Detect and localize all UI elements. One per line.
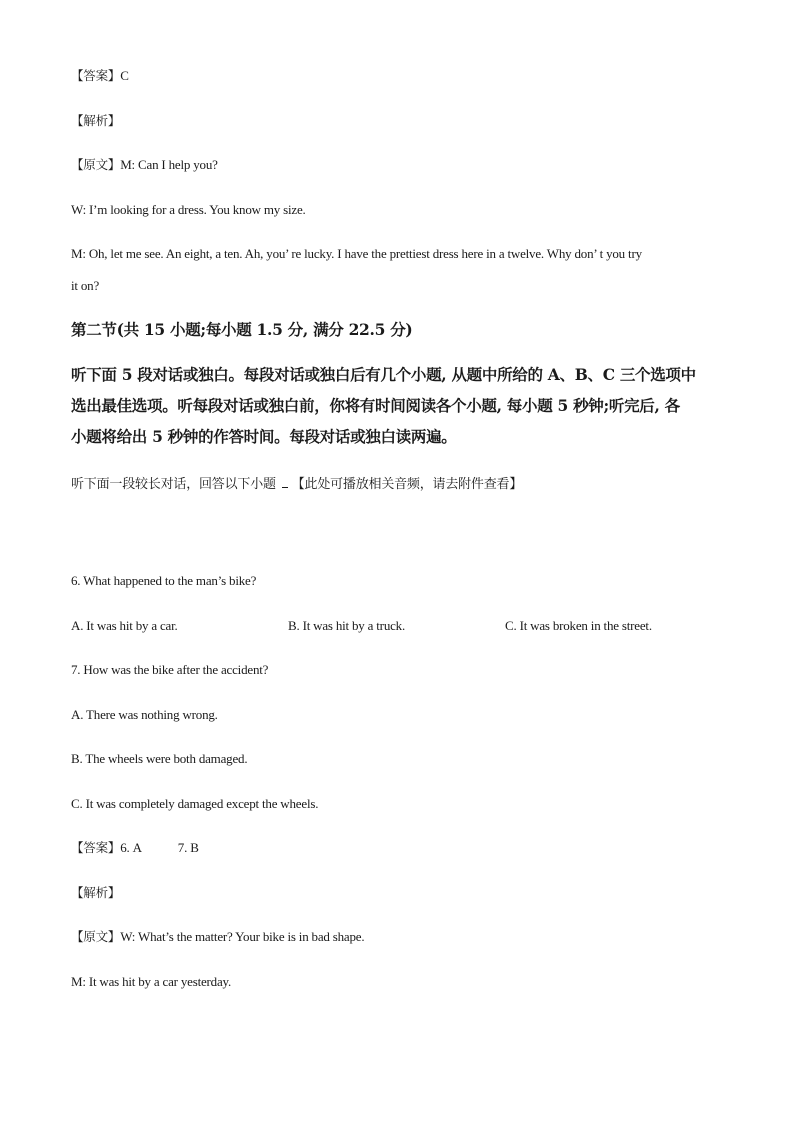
transcript2-line-1: [71, 929, 364, 945]
question-7-option-b: B. The wheels were both damaged.: [71, 751, 248, 766]
question-6-stem: 6. What happened to the man’s bike?: [71, 573, 257, 588]
transcript-text: M: Can I help you?: [120, 157, 218, 172]
transcript-line-4: it on?: [71, 278, 100, 293]
transcript-label: 【原文】: [71, 157, 121, 172]
analysis-line-1: [71, 113, 120, 129]
transcript-line-1: [71, 157, 218, 173]
answer-line-2: [71, 840, 199, 856]
transcript2-line-2: M: It was hit by a car yesterday.: [71, 974, 232, 989]
answer-7: 7. B: [177, 840, 199, 855]
instruction-line-2: 选出最佳选项。听每段对话或独白前，你将有时间阅读各个小题, 每小题 5 秒钟;听完后, 各: [71, 396, 680, 415]
answer-value: C: [120, 68, 129, 83]
analysis-line-2: [71, 885, 120, 901]
section-title: 第二节(共 15 小题;每小题 1.5 分, 满分 22.5 分): [71, 320, 413, 339]
answer-line-1: [71, 68, 129, 84]
transcript-text: W: What’s the matter? Your bike is in bad shape.: [120, 929, 365, 944]
audio-note[interactable]: 【此处可播放相关音频，请去附件查看】: [291, 477, 523, 492]
question-7-option-c: C. It was completely damaged except the wheels.: [71, 796, 319, 811]
instruction-line-3: 小题将给出 5 秒钟的作答时间。每段对话或独白读两遍。: [71, 427, 457, 446]
question-6-option-c: C. It was broken in the street.: [505, 618, 652, 633]
question-7-stem: 7. How was the bike after the accident?: [71, 662, 269, 677]
question-6-option-a: A. It was hit by a car.: [71, 618, 178, 633]
question-7-option-a: A. There was nothing wrong.: [71, 707, 218, 722]
question-6-option-b: B. It was hit by a truck.: [288, 618, 406, 633]
analysis-label: 【解析】: [71, 885, 121, 900]
answer-label: 【答案】: [71, 840, 121, 855]
blank-underline: [282, 477, 288, 488]
transcript-line-3: M: Oh, let me see. An eight, a ten. Ah, you’ re lucky. I have the prettiest dress here in a twelve. Why don’ t you try: [71, 246, 642, 261]
analysis-label: 【解析】: [71, 113, 121, 128]
instruction-line-1: 听下面 5 段对话或独白。每段对话或独白后有几个小题, 从题中所给的 A、B、C 三个选项中: [71, 365, 696, 384]
listen-prompt: [71, 477, 522, 493]
listen-prompt-text: 听下面一段较长对话，回答以下小题: [71, 477, 280, 492]
answer-label: 【答案】: [71, 68, 121, 83]
transcript-line-2: W: I’m looking for a dress. You know my size.: [71, 202, 306, 217]
answer-6: 6. A: [120, 840, 142, 855]
transcript-label: 【原文】: [71, 929, 121, 944]
